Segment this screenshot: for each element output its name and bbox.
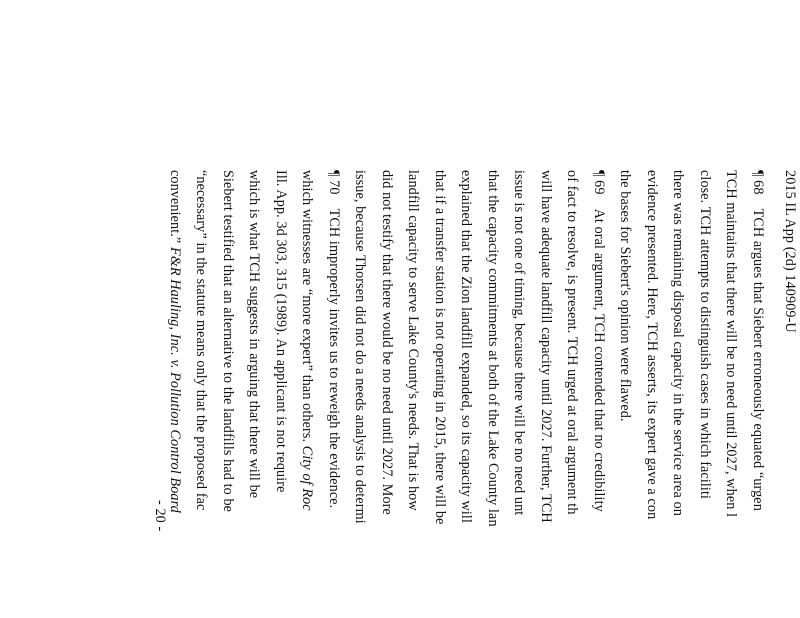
- line-text: TCH improperly invites us to reweigh the evidence.: [326, 208, 342, 509]
- text-line: [457, 170, 477, 523]
- page-header: 2015 IL App (2d) 140909-U: [782, 170, 798, 333]
- line-text: that if a transfer station is not operating in 2015, there will be: [432, 170, 448, 525]
- line-text: will have adequate landfill capacity until 2027. Further, TCH: [538, 170, 554, 523]
- text-line: [510, 170, 530, 515]
- text-line: [616, 170, 636, 422]
- line-text: convenient.”: [167, 170, 183, 244]
- line-text: TCH maintains that there will be no need until 2027, when l: [723, 170, 740, 518]
- case-citation: City of Roc: [299, 445, 316, 511]
- line-text: landfill capacity to serve Lake County's needs. That is how: [405, 170, 422, 511]
- paragraph-number: ¶ 70: [326, 170, 342, 195]
- paragraph-number: ¶ 69: [591, 170, 607, 195]
- line-text: At oral argument, TCH contended that no credibility: [591, 208, 607, 512]
- text-line: [377, 170, 397, 515]
- text-line: [271, 170, 291, 493]
- line-text: Ill. App. 3d 303, 315 (1989). An applicant is not require: [273, 170, 289, 493]
- text-line: [218, 170, 238, 512]
- text-line: [589, 170, 609, 512]
- text-line: [165, 170, 185, 513]
- page-number: - 20 -: [152, 500, 168, 532]
- text-line: [298, 170, 318, 511]
- line-text: evidence presented. Here, TCH asserts, its expert gave a con: [644, 170, 660, 520]
- line-text: TCH argues that Siebert erroneously equated “urgen: [750, 208, 766, 511]
- case-citation: F&R Hauling, Inc. v. Pollution Control Board: [167, 246, 183, 513]
- paragraph-number: ¶ 68: [750, 170, 766, 195]
- text-line: [404, 170, 424, 511]
- line-text: issue, because Thorsen did not do a needs analysis to determi: [352, 170, 369, 524]
- text-line: [351, 170, 371, 524]
- text-line: [669, 170, 689, 516]
- line-text: that the capacity commitments at both of the Lake County lan: [485, 170, 501, 527]
- line-text: of fact to resolve, is present. TCH urged at oral argument th: [564, 170, 581, 515]
- line-text: the bases for Siebert's opinion were flawed.: [617, 170, 634, 422]
- text-line: [642, 170, 662, 519]
- line-text: “necessary” in the statute means only that the proposed fac: [193, 170, 210, 511]
- line-text: close. TCH attempts to distinguish cases in which faciliti: [697, 170, 713, 500]
- text-line: [192, 170, 212, 510]
- text-line: [722, 170, 742, 517]
- text-line: [245, 170, 265, 498]
- line-text: explained that the Zion landfill expanded, so its capacity will: [458, 170, 475, 524]
- text-line: [695, 170, 715, 499]
- rotated-content: [122, 0, 800, 618]
- text-line: [483, 170, 503, 527]
- text-line: [748, 170, 768, 511]
- line-text: which witnesses are “more expert” than others.: [299, 170, 316, 443]
- text-line: [536, 170, 556, 523]
- line-text: Siebert testified that an alternative to the landfills had to be: [220, 170, 236, 513]
- line-text: which is what TCH suggests in arguing that there will be: [246, 170, 263, 499]
- text-line: [430, 170, 450, 525]
- text-line: [324, 170, 344, 508]
- line-text: there was remaining disposal capacity in the service area on: [670, 170, 687, 516]
- text-line: [563, 170, 583, 515]
- line-text: did not testify that there would be no need until 2027. More: [379, 170, 395, 515]
- line-text: issue is not one of timing, because there will be no need unt: [511, 170, 528, 516]
